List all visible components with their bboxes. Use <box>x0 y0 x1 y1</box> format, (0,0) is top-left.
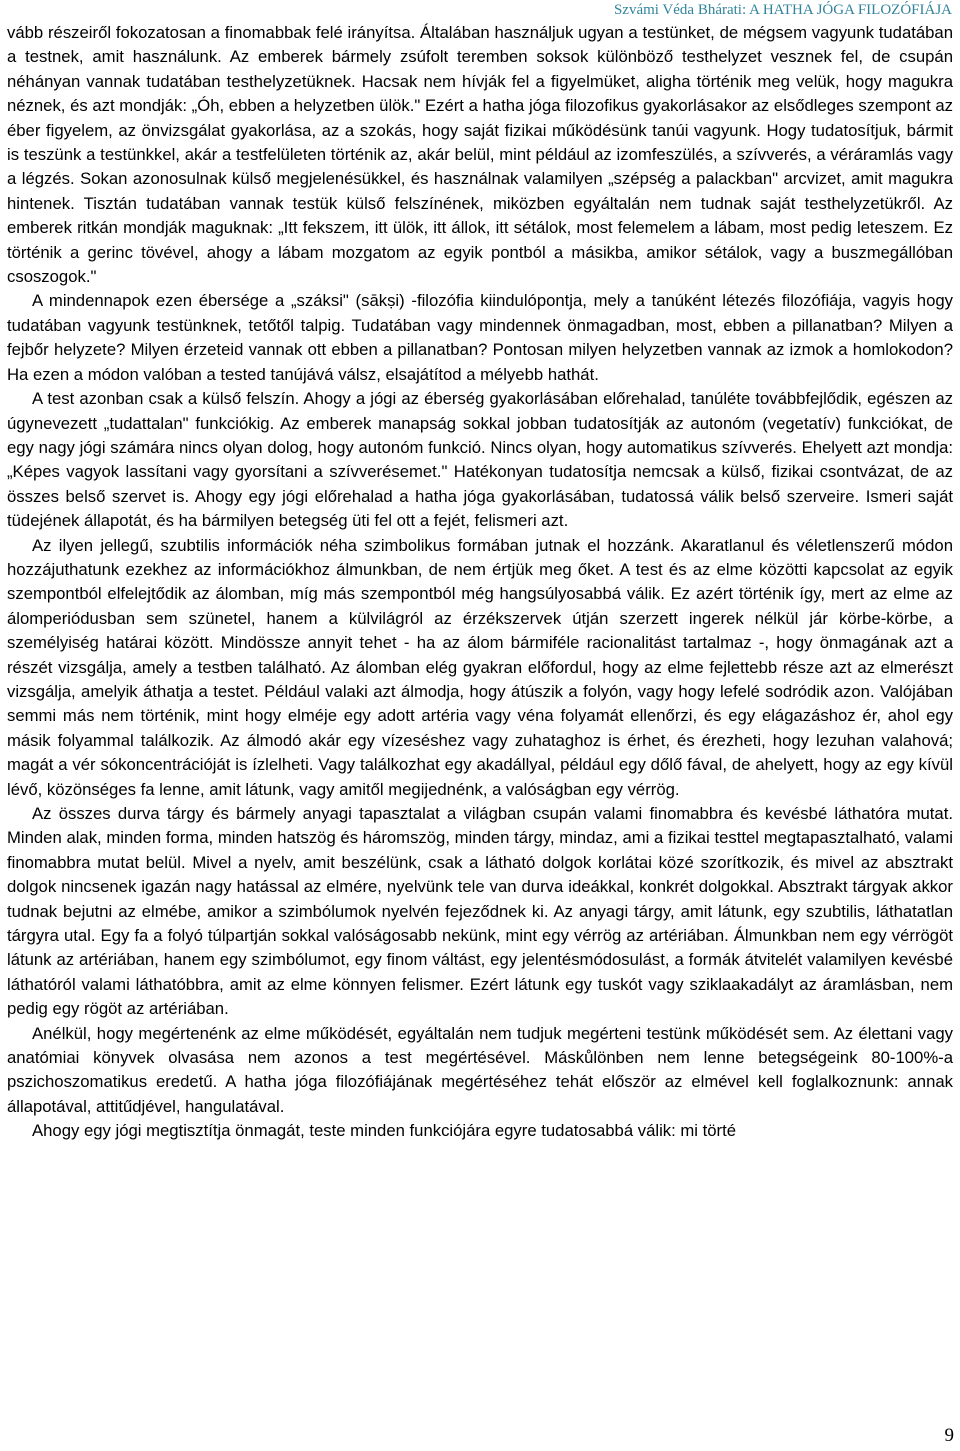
paragraph: A mindennapok ezen ébersége a „száksi" (sākṣi) -filozófia kiindulópontja, mely a tanúként létezés filozófiája, vagyis hogy tudatában vagyunk testünknek, tetőtől talpig. Tudatában vagy mindennek önmagadban, most, ebben a pillanatban? Milyen a fejbőr helyzete? Milyen érzeteid vannak ott ebben a pillanatban? Pontosan milyen helyzetben vannak az izmok a homlokodon? Ha ezen a módon valóban a tested tanújává válsz, elsajátítod a mélyebb hathát. <box>7 291 953 384</box>
paragraph: Ahogy egy jógi megtisztítja önmagát, teste minden funkciójára egyre tudatosabbá válik: mi törté <box>32 1121 737 1141</box>
paragraph: Az ilyen jellegű, szubtilis információk néha szimbolikus formában jutnak el hozzánk. Akaratlanul és véletlenszerű módon hozzájuthatunk ezekhez az információkhoz álmunkban, de nem értjük meg őket. A test és az elme közötti kapcsolat az egyik szempontból elfelejtődik az álomban, míg más szempontból még hangsúlyosabbá válik. Ez azért történik így, mert az elme az álomperiódusban sem szünetel, hanem a külvilágról az érzékszervek útján szerzett ingerek nélkül jár körbe-körbe, a személyiség határai között. Mindössze annyit tehet - ha az álom bármiféle racionalitást tartalmaz -, hogy önmagának azt a részét vizsgálja, amely a testben található. Az álomban elég gyakran előfordul, hogy az elme fejlettebb része azt az elmerészt vizsgálja, amelyik áthatja a testet. Például valaki azt álmodja, hogy átúszik a folyón, vagy hogy lefelé sodródik azon. Valójában semmi más nem történik, mint hogy elméje egy adott artéria vagy véna folyamát ellenőrzi, és egy elágazáshoz ér, ahol egy másik folyammal találkozik. Az álmodó akár egy vízeséshez vagy zuhataghoz is érhet, és érezheti, hogy lezuhan valahová; magát a vér sókoncentrációját is ízlelheti. Vagy találkozhat egy akadállyal, például egy dőlő fával, de ahelyett, hogy az egy kívül lévő, közönséges fa lenne, amit látunk, vagy amitől megijednénk, a valóságban egy vérrög. <box>7 535 953 799</box>
running-header: Szvámi Véda Bhárati: A HATHA JÓGA FILOZÓFIÁJA <box>613 2 952 18</box>
paragraph: Anélkül, hogy megértenénk az elme működését, egyáltalán nem tudjuk megérteni testünk működését sem. Az élettani vagy anatómiai könyvek olvasása nem azonos a test megértésével. Máskůlönben nem lenne betegségeink 80-100%-a pszichoszomatikus eredetű. A hatha jóga filozófiájának megértéséhez tehát először az elmével kell foglalkoznunk: annak állapotával, attitűdjével, hangulatával. <box>7 1023 953 1116</box>
body-text <box>7 21 953 1144</box>
page-number: 9 <box>944 1425 954 1446</box>
paragraph: Az összes durva tárgy és bármely anyagi tapasztalat a világban csupán valami finomabbra és kevésbé láthatóra mutat. Minden alak, minden forma, minden hatszög és háromszög, minden tárgy, mindaz, ami a fizikai testtel megtapasztalható, valami finomabbra mutat belül. Mivel a nyelv, amit beszélünk, csak a látható dolgok korlátai közé szorítkozik, és mivel az absztrakt dolgok nincsenek igazán nagy hatással az elmére, nyelvünk tele van durva ideákkal, konkrét dolgokkal. Absztrakt tárgyak akkor tudnak bejutni az elmébe, amikor a szimbólumok nyelvén fejeződnek ki. Az anyagi tárgy, amit látunk, egy szubtilis, láthatatlan tárgyra utal. Egy fa a folyó túlpartján sokkal valóságosabb nekünk, mint egy vérrög az artériában. Álmunkban nem egy vérrögöt látunk az artériában, hanem egy szimbólumot, egy finom váltást, egy jelentésmódosulást, a formák átvitelét valamilyen kevésbé láthatóról valami láthatóbbra, amit az elme könnyen felismer. Ezért látunk egy tuskót vagy sziklaakadályt az áramlásban, nem pedig egy rögöt az artériában. <box>7 804 953 1019</box>
paragraph: vább részeiről fokozatosan a finomabbak felé irányítsa. Általában használjuk ugyan a testünket, de mégsem vagyunk tudatában a testnek, amit használunk. Az emberek bármely zsúfolt teremben soksok különböző testhelyzet vesznek fel, de csupán néhányan vannak tudatában testhelyzetüknek. Hacsak nem hívják fel a figyelmüket, aligha történik meg velük, hogy magukra néznek, és azt mondják: „Óh, ebben a helyzetben ülök." Ezért a hatha jóga filozofikus gyakorlásakor az elsődleges szempont az éber figyelem, az önvizsgálat gyakorlása, az a szokás, hogy saját fizikai működésünk tanúi vagyunk. Hogy tudatosítjuk, bármit is teszünk a testünkkel, akár a testfelületen történik az, akár belül, mint például az izomfeszülés, a szívverés, a véráramlás vagy a légzés. Sokan azonosulnak külső megjelenésükkel, és használnak valamilyen „szépség a palackban" arcvizet, amit magukra hintenek. Tisztán tudatában vannak testük külső felszínének, miközben egyáltalán nem tudnak saját testhelyzetükről. Az emberek ritkán mondják maguknak: „Itt fekszem, itt ülök, itt állok, itt sétálok, most felemelem a lábam, most pedig leteszem. Ez történik a gerinc tövével, ahogy a lábam mozgatom az egyik pontból a másikba, amikor sétálok, vagy a buszmegállóban csoszogok." <box>7 23 953 287</box>
paragraph: A test azonban csak a külső felszín. Ahogy a jógi az éberség gyakorlásában előrehalad, tanúléte továbbfejlődik, egészen az úgynevezett „tudattalan" funkciókig. Az emberek manapság sokkal jobban tudatosítják az autonóm (vegetatív) funkciókat, de egy nagy jógi számára nincs olyan dolog, hogy autonóm funkció. Nincs olyan, hogy automatikus szívverés. Ehelyett azt mondja: „Képes vagyok lassítani vagy gyorsítani a szívverésemet." Hatékonyan tudatosítja nemcsak a külső, fizikai csontvázat, de az összes belső szervet is. Ahogy egy jógi előrehalad a hatha jóga gyakorlásában, tudatossá válik belső szerveire. Ismeri saját tüdejének állapotát, és ha bármilyen betegség üti fel ott a fejét, felismeri azt. <box>7 389 953 531</box>
